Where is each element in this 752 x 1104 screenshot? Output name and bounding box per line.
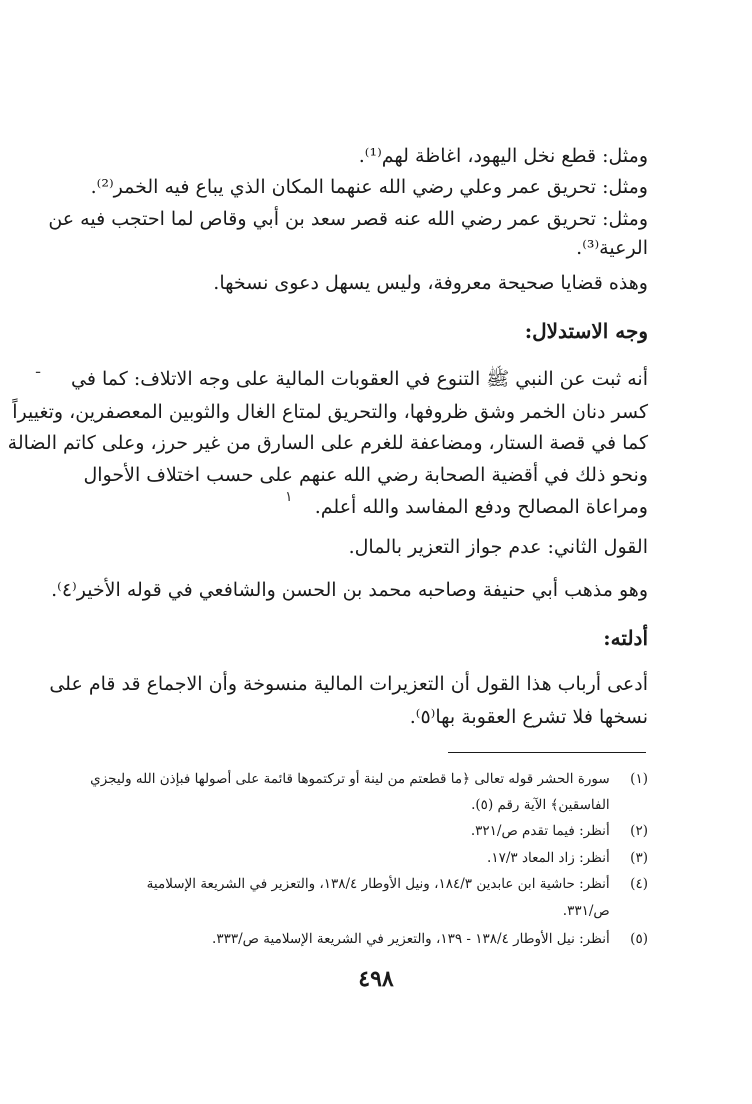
body-line: أدعى أرباب هذا القول أن التعزيرات المالية منسوخة وأن الاجماع قد قام على <box>49 673 648 695</box>
page-number: ٤٩٨ <box>358 966 394 992</box>
margin-mark: ـ <box>36 361 41 377</box>
body-line: ونحو ذلك في أقضية الصحابة رضي الله عنهم على حسب اختلاف الأحوال <box>83 464 648 486</box>
body-line: ومثل: تحريق عمر رضي الله عنه قصر سعد بن أبي وقاص لما احتجب فيه عن <box>48 208 648 230</box>
body-line: ومثل: تحريق عمر وعلي رضي الله عنهما المكان الذي يباع فيه الخمر⁽²⁾. <box>90 176 648 198</box>
footnote-line <box>102 926 648 952</box>
footnote-line <box>102 898 648 924</box>
footnote-line <box>102 818 648 844</box>
margin-mark: ١ <box>285 489 293 505</box>
footnote-text: أنظر: زاد المعاد ١٧/٣. <box>487 850 610 866</box>
footnote-line <box>102 871 648 897</box>
body-line: كسر دنان الخمر وشق ظروفها، والتحريق لمتاع الغال والثوبين المعصفرين، وتغييراً <box>12 401 648 423</box>
body-line: القول الثاني: عدم جواز التعزير بالمال. <box>348 536 648 558</box>
body-line: ومثل: قطع نخل اليهود، اغاظة لهم⁽¹⁾. <box>358 145 648 167</box>
body-line: كما في قصة الستار، ومضاعفة للغرم على السارق من غير حرز، وعلى كاتم الضالة <box>7 432 648 454</box>
body-line: ومراعاة المصالح ودفع المفاسد والله أعلم. <box>314 496 648 518</box>
body-line: وهذه قضايا صحيحة معروفة، وليس يسهل دعوى نسخها. <box>213 272 648 294</box>
footnote-text: أنظر: حاشية ابن عابدين ١٨٤/٣، ونيل الأوطار ١٣٨/٤، والتعزير في الشريعة الإسلامية <box>146 876 610 892</box>
footnote-separator <box>448 752 646 753</box>
footnote-text: الفاسقين﴾ الآية رقم (٥). <box>471 797 610 813</box>
footnote-number: (٢) <box>630 823 648 839</box>
footnote-line <box>102 792 648 818</box>
footnote-number: (١) <box>630 771 648 787</box>
footnote-number: (٤) <box>630 876 648 892</box>
body-line: وهو مذهب أبي حنيفة وصاحبه محمد بن الحسن والشافعي في قوله الأخير⁽٤⁾. <box>51 579 648 601</box>
footnote-text: سورة الحشر قوله تعالى ﴿ما قطعتم من لينة أو تركتموها قائمة على أصولها فبإذن الله وليجزي <box>90 771 610 787</box>
body-line: الرعية⁽³⁾. <box>576 237 648 259</box>
body-line: أنه ثبت عن النبي ﷺ التنوع في العقوبات المالية على وجه الاتلاف: كما في <box>71 368 648 390</box>
section-heading: أدلته: <box>603 626 648 650</box>
body-line: نسخها فلا تشرع العقوبة بها⁽٥⁾. <box>409 706 648 728</box>
footnote-number: (٣) <box>630 850 648 866</box>
footnote-text: أنظر: فيما تقدم ص/٣٢١. <box>470 823 610 839</box>
footnote-text: ص/٣٣١. <box>562 903 610 919</box>
footnote-line <box>90 766 648 792</box>
footnote-line <box>102 845 648 871</box>
footnote-text: أنظر: نيل الأوطار ١٣٨/٤ - ١٣٩، والتعزير في الشريعة الإسلامية ص/٣٣٣. <box>212 931 610 947</box>
section-heading: وجه الاستدلال: <box>524 319 648 343</box>
footnote-number: (٥) <box>630 931 648 947</box>
